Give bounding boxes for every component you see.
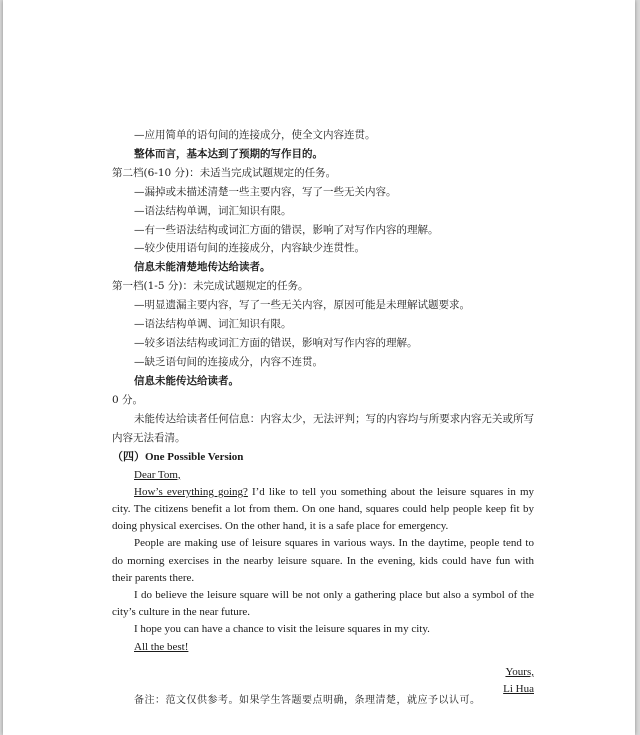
criteria-line: —较少使用语句间的连接成分，内容缺少连贯性。 [134,242,365,255]
letter-signature: Li Hua [503,683,534,696]
letter-paragraph-2: People are making use of leisure squares in various ways. In the daytime, people tend to do morning exercises in the nearby leisure square. In the evening, kids could have fun with their parents there. [112,537,534,584]
grade-heading: 0 分。 [112,393,144,406]
paragraph-text: I’d like to tell you something about the leisure squares in my city. The citizens benefit a lot from them. On one hand, squares could help people keep fit by doing physical exercises. On the other hand, it is a safe place for emergency. [112,485,535,533]
footnote: 备注：范文仅供参考。如果学生答题要点明确，条理清楚，就应予以认可。 [134,695,481,706]
underlined-opening: How’s everything going? [134,485,248,498]
letter-paragraph-3: I do believe the leisure square will be not only a gathering place but also a symbol of the city’s culture in the near future. [112,589,534,619]
criteria-line: —明显遗漏主要内容，写了一些无关内容，原因可能是未理解试题要求。 [134,299,470,312]
criteria-line: —有一些语法结构或词汇方面的错误，影响了对写作内容的理解。 [134,223,439,236]
criteria-summary: 信息未能传达给读者。 [134,374,239,387]
grade-heading: 第一档(1-5 分)：未完成试题规定的任务。 [112,280,309,293]
criteria-line: —语法结构单调，词汇知识有限。 [134,204,292,217]
grade-zero-description: 未能传达给读者任何信息：内容太少，无法评判；写的内容均与所要求内容无关或所写内容无法看清。 [112,412,534,444]
page-content [112,126,534,698]
document-page [3,0,635,735]
criteria-line: —较多语法结构或词汇方面的错误，影响对写作内容的理解。 [134,336,418,349]
criteria-summary: 整体而言，基本达到了预期的写作目的。 [134,147,323,160]
sample-heading: （四）One Possible Version [112,451,244,464]
letter-paragraph-4: I hope you can have a chance to visit the leisure squares in my city. [134,623,430,636]
criteria-summary: 信息未能清楚地传达给读者。 [134,261,271,274]
letter-closing: All the best! [134,640,189,653]
letter-salutation: Dear Tom, [134,468,181,481]
letter-signoff: Yours, [505,665,534,678]
criteria-line: —缺乏语句间的连接成分，内容不连贯。 [134,355,323,368]
letter-paragraph-1 [112,484,534,536]
criteria-line: —应用简单的语句间的连接成分，使全文内容连贯。 [134,129,376,141]
criteria-line: —漏掉或未描述清楚一些主要内容，写了一些无关内容。 [134,185,397,198]
criteria-line: —语法结构单调、词汇知识有限。 [134,318,292,331]
grade-heading: 第二档(6-10 分)：未适当完成试题规定的任务。 [112,166,337,179]
